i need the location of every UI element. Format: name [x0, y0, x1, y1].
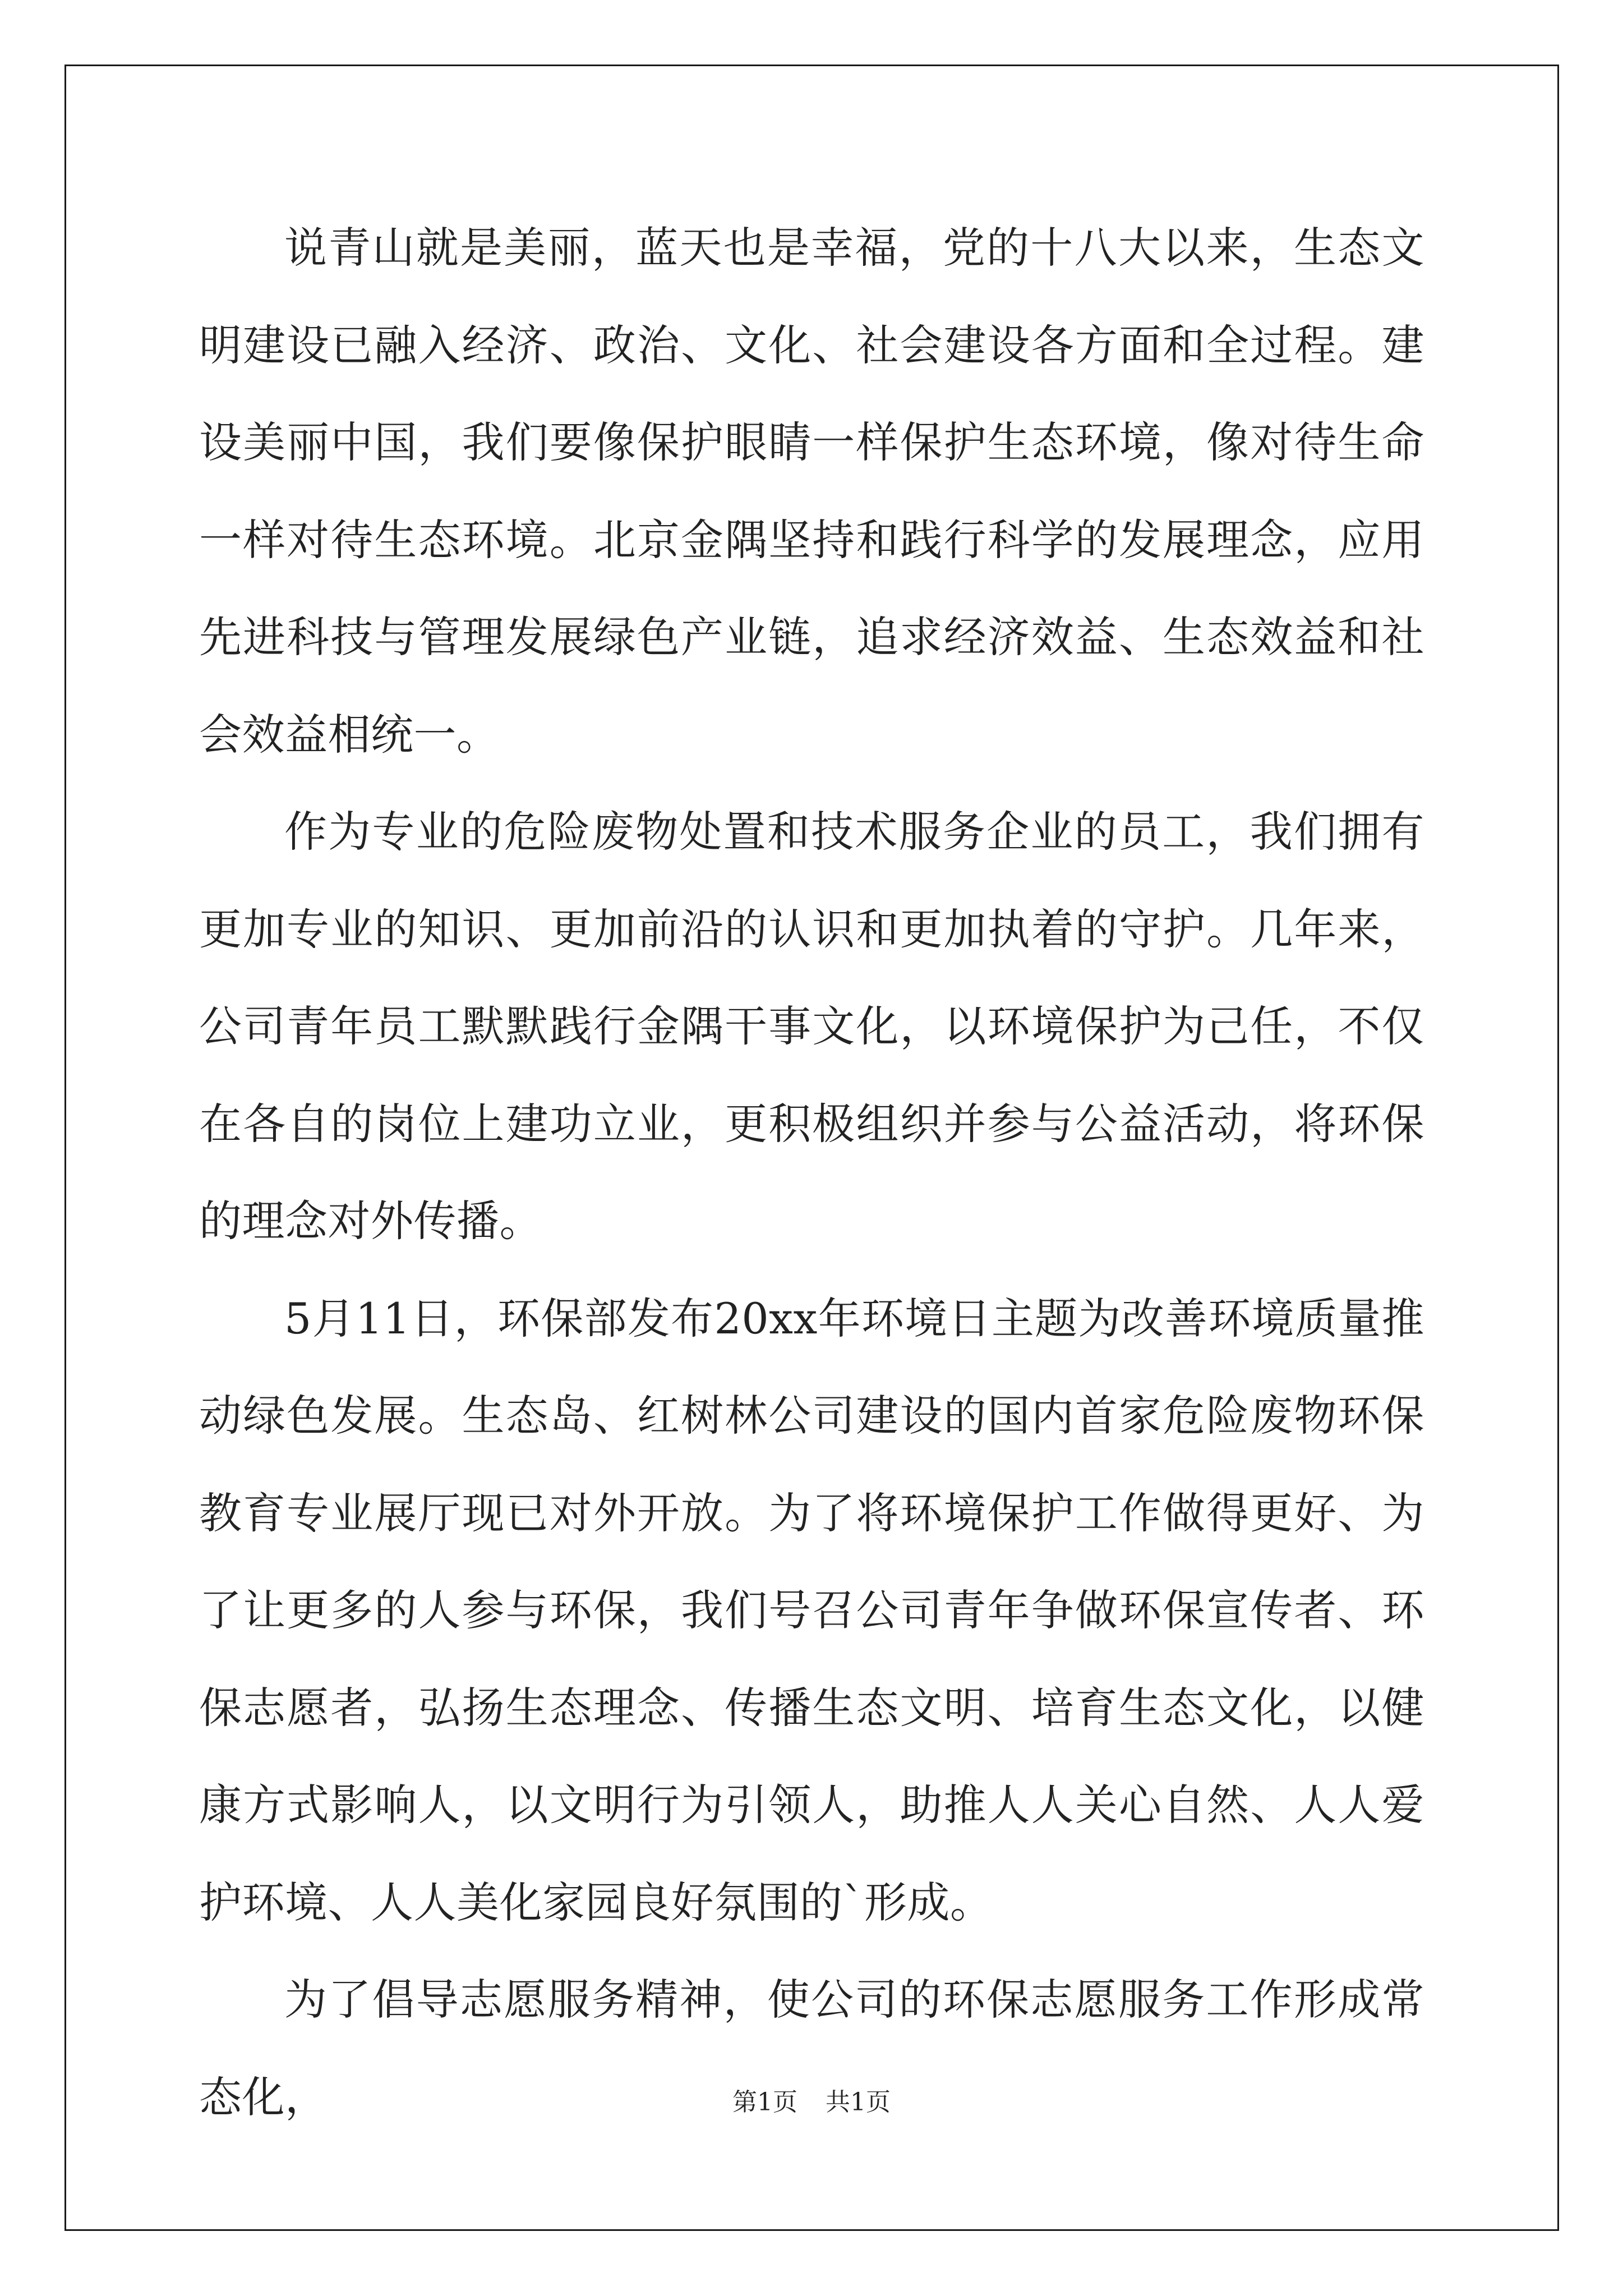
page-total: 共1页 [826, 2088, 891, 2116]
paragraph-1: 说青山就是美丽，蓝天也是幸福，党的十八大以来，生态文明建设已融入经济、政治、文化、社会建设各方面和全过程。建设美丽中国，我们要像保护眼睛一样保护生态环境，像对待生命一样对待生态环境。北京金隅坚持和践行科学的发展理念，应用先进科技与管理发展绿色产业链，追求经济效益、生态效益和社会效益相统一。 [199, 223, 1424, 760]
paragraph-2: 作为专业的危险废物处置和技术服务企业的员工，我们拥有更加专业的知识、更加前沿的认识和更加执着的守护。几年来，公司青年员工默默践行金隅干事文化，以环境保护为己任，不仅在各自的岗位上建功立业，更积极组织并参与公益活动，将环保的理念对外传播。 [199, 807, 1424, 1246]
paragraph-4: 为了倡导志愿服务精神，使公司的环保志愿服务工作形成常态化， [199, 1975, 1424, 2122]
page-number: 第1页 [732, 2088, 797, 2116]
document-body [199, 199, 1424, 2146]
paragraph-3: 5月11日，环保部发布20xx年环境日主题为改善环境质量推动绿色发展。生态岛、红树林公司建设的国内首家危险废物环保教育专业展厅现已对外开放。为了将环境保护工作做得更好、为了让更多的人参与环保，我们号召公司青年争做环保宣传者、环保志愿者，弘扬生态理念、传播生态文明、培育生态文化，以健康方式影响人，以文明行为引领人，助推人人关心自然、人人爱护环境、人人美化家园良好氛围的`形成。 [199, 1293, 1424, 1927]
page-footer [0, 2086, 1623, 2119]
